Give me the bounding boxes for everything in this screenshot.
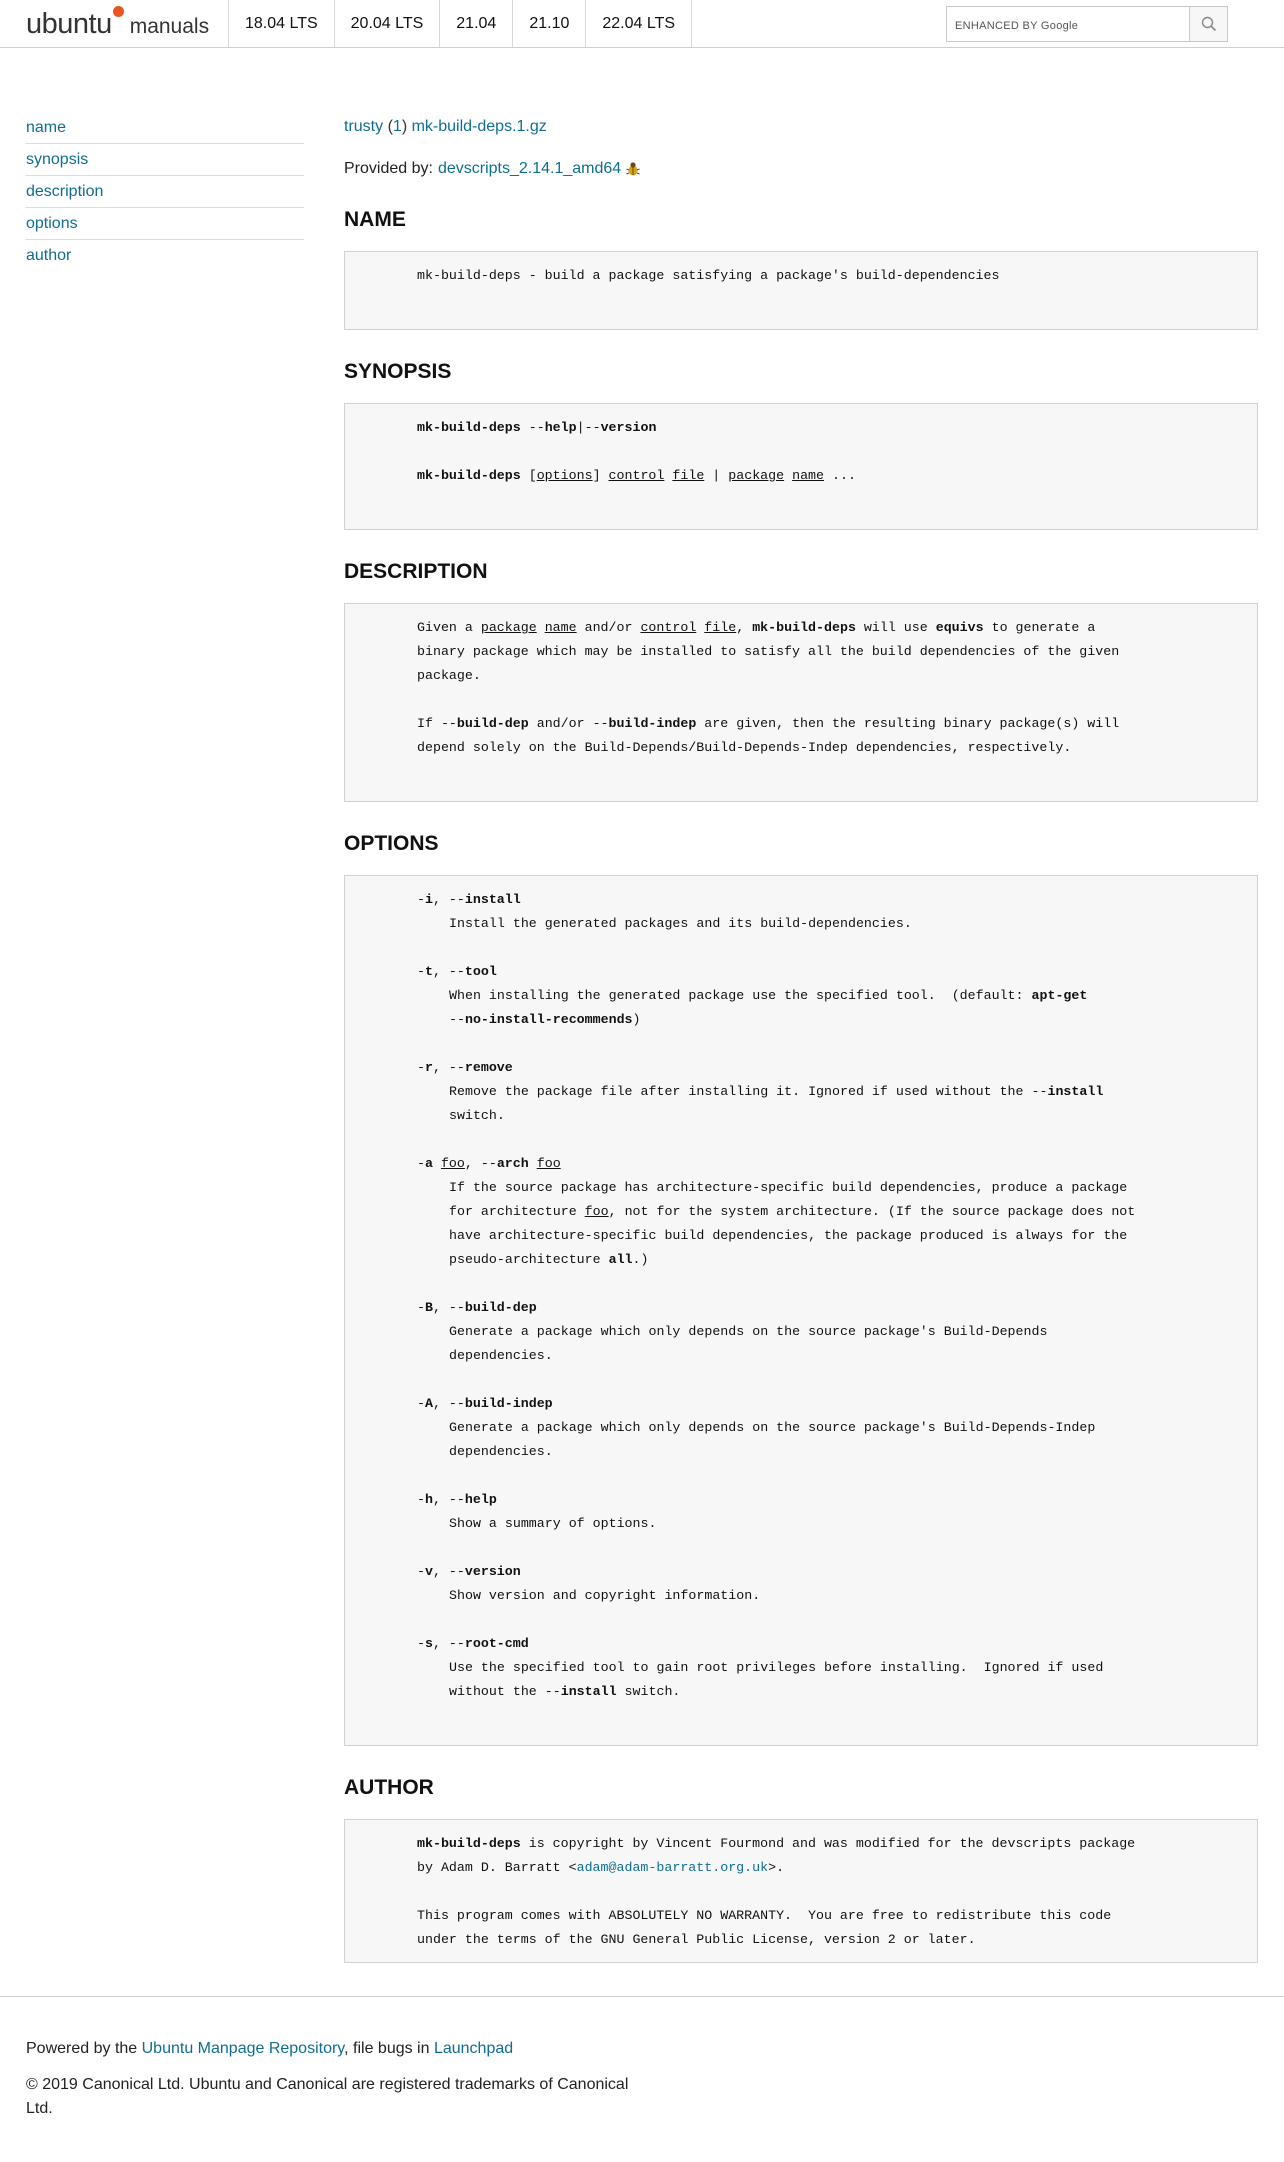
nav-release-2004[interactable]: 20.04 LTS — [334, 0, 440, 47]
sidebar-item-options[interactable]: options — [26, 208, 304, 240]
breadcrumb-section-link[interactable]: 1 — [392, 118, 402, 135]
breadcrumb: trusty (1) mk-build-deps.1.gz — [344, 118, 547, 135]
option-build-dep: -B, --build-dep — [417, 1300, 537, 1315]
option-desc: switch. — [449, 1108, 505, 1123]
synopsis-line-1: mk-build-deps --help|--version — [417, 420, 657, 435]
option-install: -i, --install — [417, 892, 521, 907]
sidebar-item-description[interactable]: description — [26, 176, 304, 208]
search-input[interactable] — [947, 7, 1189, 41]
logo-suffix: manuals — [129, 15, 210, 38]
section-sidebar — [26, 112, 304, 272]
author-line: mk-build-deps is copyright by Vincent Fourmond and was modified for the devscripts package — [417, 1836, 1136, 1851]
option-desc: When installing the generated package use the specified tool. (default: apt-get — [449, 988, 1088, 1003]
option-desc: for architecture foo, not for the system architecture. (If the source package does not — [449, 1204, 1136, 1219]
nav-release-2104[interactable]: 21.04 — [439, 0, 512, 47]
sidebar-item-synopsis[interactable]: synopsis — [26, 144, 304, 176]
option-desc: have architecture-specific build dependencies, the package produced is always for the — [449, 1228, 1128, 1243]
sidebar-item-name[interactable]: name — [26, 112, 304, 144]
option-desc: Install the generated packages and its build-dependencies. — [449, 916, 912, 931]
option-help: -h, --help — [417, 1492, 497, 1507]
page-footer — [0, 1996, 1284, 2162]
section-title-description: DESCRIPTION — [344, 560, 488, 583]
provided-by — [344, 160, 1258, 178]
option-tool: -t, --tool — [417, 964, 497, 979]
footer-launchpad-link[interactable]: Launchpad — [433, 2040, 514, 2057]
options-box — [344, 875, 1258, 1746]
description-line: If --build-dep and/or --build-indep are given, then the resulting binary package(s) will — [417, 716, 1120, 731]
nav-release-2204[interactable]: 22.04 LTS — [585, 0, 692, 47]
ubuntu-manuals-logo[interactable] — [26, 8, 209, 40]
logo-word: ubuntu — [26, 8, 112, 40]
author-box — [344, 1819, 1258, 1963]
option-desc: pseudo-architecture all.) — [449, 1252, 649, 1267]
option-desc: Generate a package which only depends on the source package's Build-Depends-Indep — [449, 1420, 1096, 1435]
option-desc: without the --install switch. — [449, 1684, 681, 1699]
option-desc: Generate a package which only depends on the source package's Build-Depends — [449, 1324, 1048, 1339]
section-title-options: OPTIONS — [344, 832, 439, 855]
option-version: -v, --version — [417, 1564, 521, 1579]
sidebar-item-author[interactable]: author — [26, 247, 72, 264]
option-desc: Remove the package file after installing it. Ignored if used without the --install — [449, 1084, 1104, 1099]
description-line: depend solely on the Build-Depends/Build-Depends-Indep dependencies, respectively. — [417, 740, 1072, 755]
option-desc: Show a summary of options. — [449, 1516, 657, 1531]
name-box — [344, 251, 1258, 330]
option-desc: dependencies. — [449, 1348, 553, 1363]
author-line: by Adam D. Barratt <adam@adam-barratt.org.uk>. — [417, 1860, 785, 1875]
search-icon — [1201, 16, 1217, 32]
package-link[interactable]: devscripts_2.14.1_amd64 — [437, 160, 622, 177]
option-desc: Show version and copyright information. — [449, 1588, 761, 1603]
option-root-cmd: -s, --root-cmd — [417, 1636, 529, 1651]
nav-release-1804[interactable]: 18.04 LTS — [228, 0, 334, 47]
description-line: package. — [417, 668, 481, 683]
top-header — [0, 0, 1284, 48]
footer-repo-link[interactable]: Ubuntu Manpage Repository — [141, 2040, 345, 2057]
section-title-synopsis: SYNOPSIS — [344, 360, 452, 383]
breadcrumb-file-link[interactable]: mk-build-deps.1.gz — [411, 118, 547, 135]
synopsis-line-2: mk-build-deps [options] control file | package name ... — [417, 468, 856, 483]
option-desc: If the source package has architecture-specific build dependencies, produce a package — [449, 1180, 1128, 1195]
breadcrumb-release-link[interactable]: trusty — [344, 118, 384, 135]
synopsis-box — [344, 403, 1258, 530]
author-line: under the terms of the GNU General Public License, version 2 or later. — [417, 1932, 976, 1947]
author-line: This program comes with ABSOLUTELY NO WARRANTY. You are free to redistribute this code — [417, 1908, 1112, 1923]
option-remove: -r, --remove — [417, 1060, 513, 1075]
release-nav — [228, 0, 692, 47]
option-desc: dependencies. — [449, 1444, 553, 1459]
search-button[interactable] — [1189, 7, 1227, 41]
author-email-link[interactable]: adam@adam-barratt.org.uk — [576, 1860, 769, 1875]
nav-release-2110[interactable]: 21.10 — [512, 0, 585, 47]
description-line: Given a package name and/or control file, mk-build-deps will use equivs to generate a — [417, 620, 1096, 635]
description-box — [344, 603, 1258, 802]
provided-by-label: Provided by: — [344, 160, 433, 177]
manpage-content — [344, 118, 1258, 1963]
search-box — [946, 6, 1228, 42]
footer-powered: Powered by the Ubuntu Manpage Repository, file bugs in Launchpad — [26, 2040, 514, 2057]
option-desc: --no-install-recommends) — [449, 1012, 641, 1027]
section-title-name: NAME — [344, 208, 406, 231]
bug-icon[interactable] — [625, 161, 641, 177]
name-text: mk-build-deps - build a package satisfying a package's build-dependencies — [417, 268, 1000, 283]
section-title-author: AUTHOR — [344, 1776, 434, 1799]
option-desc: Use the specified tool to gain root privileges before installing. Ignored if used — [449, 1660, 1104, 1675]
footer-copyright: © 2019 Canonical Ltd. Ubuntu and Canonical are registered trademarks of Canonical Ltd. — [26, 2076, 629, 2117]
option-build-indep: -A, --build-indep — [417, 1396, 553, 1411]
option-arch: -a foo, --arch foo — [417, 1156, 561, 1171]
ubuntu-circle-icon — [113, 6, 124, 17]
description-line: binary package which may be installed to satisfy all the build dependencies of the given — [417, 644, 1120, 659]
